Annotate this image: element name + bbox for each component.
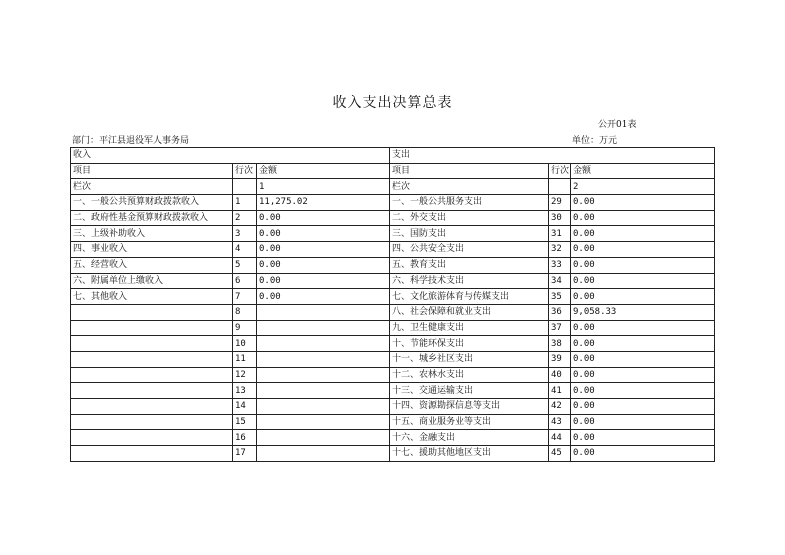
income-line-cell: 4 <box>233 242 257 258</box>
table-body <box>71 148 715 462</box>
table-row <box>71 414 715 430</box>
income-amount-cell <box>257 399 390 415</box>
income-amount-cell <box>257 336 390 352</box>
income-amount-cell <box>257 304 390 320</box>
income-amount-cell: 0.00 <box>257 242 390 258</box>
expense-amount-cell: 0.00 <box>571 257 715 273</box>
income-item-cell <box>71 367 233 383</box>
expense-line-cell: 44 <box>549 430 571 446</box>
expense-column-index: 2 <box>571 179 715 195</box>
expense-line-cell: 29 <box>549 195 571 211</box>
table-row <box>71 336 715 352</box>
income-amount-cell: 11,275.02 <box>257 195 390 211</box>
expense-item-cell: 十二、农林水支出 <box>390 367 549 383</box>
expense-item-cell: 十三、交通运输支出 <box>390 383 549 399</box>
income-item-cell <box>71 320 233 336</box>
expense-line-cell: 32 <box>549 242 571 258</box>
table-row <box>71 367 715 383</box>
income-line-cell: 13 <box>233 383 257 399</box>
expense-line-cell: 45 <box>549 446 571 462</box>
income-item-cell <box>71 304 233 320</box>
income-amount-cell: 0.00 <box>257 226 390 242</box>
table-row <box>71 273 715 289</box>
expense-item-cell: 九、卫生健康支出 <box>390 320 549 336</box>
income-item-header: 项目 <box>71 163 233 179</box>
section-header-row <box>71 148 715 164</box>
expense-line-cell: 42 <box>549 399 571 415</box>
income-line-cell: 17 <box>233 446 257 462</box>
expense-item-cell: 十七、援助其他地区支出 <box>390 446 549 462</box>
expense-item-cell: 十、节能环保支出 <box>390 336 549 352</box>
table-row <box>71 242 715 258</box>
expense-amount-cell: 0.00 <box>571 430 715 446</box>
income-line-cell: 16 <box>233 430 257 446</box>
income-item-cell: 五、经营收入 <box>71 257 233 273</box>
expense-line-cell: 33 <box>549 257 571 273</box>
income-column-label: 栏次 <box>71 179 233 195</box>
expense-line-cell: 39 <box>549 351 571 367</box>
table-row <box>71 257 715 273</box>
expense-amount-cell: 0.00 <box>571 273 715 289</box>
column-header-row <box>71 163 715 179</box>
table-row <box>71 320 715 336</box>
income-item-cell: 一、一般公共预算财政拨款收入 <box>71 195 233 211</box>
income-item-cell <box>71 446 233 462</box>
income-expense-table <box>70 147 715 462</box>
table-row <box>71 226 715 242</box>
income-amount-cell: 0.00 <box>257 289 390 305</box>
income-item-cell <box>71 430 233 446</box>
expense-line-header: 行次 <box>549 163 571 179</box>
income-line-cell: 3 <box>233 226 257 242</box>
income-line-cell: 9 <box>233 320 257 336</box>
income-line-header: 行次 <box>233 163 257 179</box>
table-row <box>71 383 715 399</box>
income-line-cell: 6 <box>233 273 257 289</box>
expense-item-cell: 八、社会保障和就业支出 <box>390 304 549 320</box>
income-item-cell <box>71 399 233 415</box>
expense-amount-cell: 0.00 <box>571 367 715 383</box>
income-line-cell: 1 <box>233 195 257 211</box>
expense-line-index <box>549 179 571 195</box>
expense-line-cell: 31 <box>549 226 571 242</box>
income-line-cell: 2 <box>233 210 257 226</box>
income-line-cell: 5 <box>233 257 257 273</box>
income-item-cell <box>71 336 233 352</box>
income-amount-header: 金额 <box>257 163 390 179</box>
expense-item-cell: 四、公共安全支出 <box>390 242 549 258</box>
income-amount-cell <box>257 383 390 399</box>
table-row <box>71 430 715 446</box>
income-item-cell: 三、上级补助收入 <box>71 226 233 242</box>
expense-amount-cell: 0.00 <box>571 226 715 242</box>
income-line-cell: 10 <box>233 336 257 352</box>
income-column-index: 1 <box>257 179 390 195</box>
expense-item-cell: 十六、金融支出 <box>390 430 549 446</box>
expense-line-cell: 30 <box>549 210 571 226</box>
income-amount-cell <box>257 414 390 430</box>
income-item-cell <box>71 414 233 430</box>
expense-line-cell: 43 <box>549 414 571 430</box>
income-amount-cell <box>257 320 390 336</box>
income-amount-cell <box>257 430 390 446</box>
expense-amount-cell: 0.00 <box>571 289 715 305</box>
expense-amount-cell: 0.00 <box>571 320 715 336</box>
expense-item-cell: 七、文化旅游体育与传媒支出 <box>390 289 549 305</box>
expense-amount-cell: 0.00 <box>571 242 715 258</box>
form-number: 公开01表 <box>598 120 637 130</box>
income-item-cell <box>71 351 233 367</box>
expense-item-cell: 五、教育支出 <box>390 257 549 273</box>
expense-amount-cell: 9,058.33 <box>571 304 715 320</box>
expense-line-cell: 34 <box>549 273 571 289</box>
income-item-cell: 四、事业收入 <box>71 242 233 258</box>
expense-amount-cell: 0.00 <box>571 414 715 430</box>
income-item-cell: 六、附属单位上缴收入 <box>71 273 233 289</box>
table-row <box>71 399 715 415</box>
expense-column-label: 栏次 <box>390 179 549 195</box>
income-line-cell: 14 <box>233 399 257 415</box>
expense-line-cell: 35 <box>549 289 571 305</box>
income-line-cell: 7 <box>233 289 257 305</box>
page-title: 收入支出决算总表 <box>332 95 453 111</box>
expense-item-cell: 十五、商业服务业等支出 <box>390 414 549 430</box>
expense-amount-cell: 0.00 <box>571 210 715 226</box>
expense-line-cell: 41 <box>549 383 571 399</box>
income-amount-cell: 0.00 <box>257 257 390 273</box>
expense-item-cell: 二、外交支出 <box>390 210 549 226</box>
expense-line-cell: 40 <box>549 367 571 383</box>
expense-amount-header: 金额 <box>571 163 715 179</box>
expense-item-cell: 一、一般公共服务支出 <box>390 195 549 211</box>
expense-amount-cell: 0.00 <box>571 383 715 399</box>
income-item-cell: 二、政府性基金预算财政拨款收入 <box>71 210 233 226</box>
department-label: 部门：平江县退役军人事务局 <box>72 136 190 146</box>
table-row <box>71 210 715 226</box>
expense-amount-cell: 0.00 <box>571 351 715 367</box>
column-index-row <box>71 179 715 195</box>
expense-item-cell: 三、国防支出 <box>390 226 549 242</box>
table-row <box>71 446 715 462</box>
expense-line-cell: 37 <box>549 320 571 336</box>
expense-section-header: 支出 <box>390 148 715 164</box>
expense-item-header: 项目 <box>390 163 549 179</box>
unit-label: 单位：万元 <box>572 136 618 146</box>
expense-line-cell: 38 <box>549 336 571 352</box>
table-row <box>71 289 715 305</box>
income-line-cell: 15 <box>233 414 257 430</box>
income-amount-cell: 0.00 <box>257 273 390 289</box>
expense-item-cell: 十四、资源勘探信息等支出 <box>390 399 549 415</box>
expense-item-cell: 六、科学技术支出 <box>390 273 549 289</box>
expense-amount-cell: 0.00 <box>571 195 715 211</box>
income-amount-cell <box>257 351 390 367</box>
expense-item-cell: 十一、城乡社区支出 <box>390 351 549 367</box>
table-row <box>71 351 715 367</box>
expense-line-cell: 36 <box>549 304 571 320</box>
table-row <box>71 304 715 320</box>
income-item-cell: 七、其他收入 <box>71 289 233 305</box>
income-item-cell <box>71 383 233 399</box>
income-line-index <box>233 179 257 195</box>
expense-amount-cell: 0.00 <box>571 446 715 462</box>
income-line-cell: 8 <box>233 304 257 320</box>
income-amount-cell <box>257 446 390 462</box>
expense-amount-cell: 0.00 <box>571 399 715 415</box>
income-line-cell: 12 <box>233 367 257 383</box>
income-amount-cell: 0.00 <box>257 210 390 226</box>
table-row <box>71 195 715 211</box>
expense-amount-cell: 0.00 <box>571 336 715 352</box>
income-section-header: 收入 <box>71 148 390 164</box>
income-line-cell: 11 <box>233 351 257 367</box>
income-amount-cell <box>257 367 390 383</box>
